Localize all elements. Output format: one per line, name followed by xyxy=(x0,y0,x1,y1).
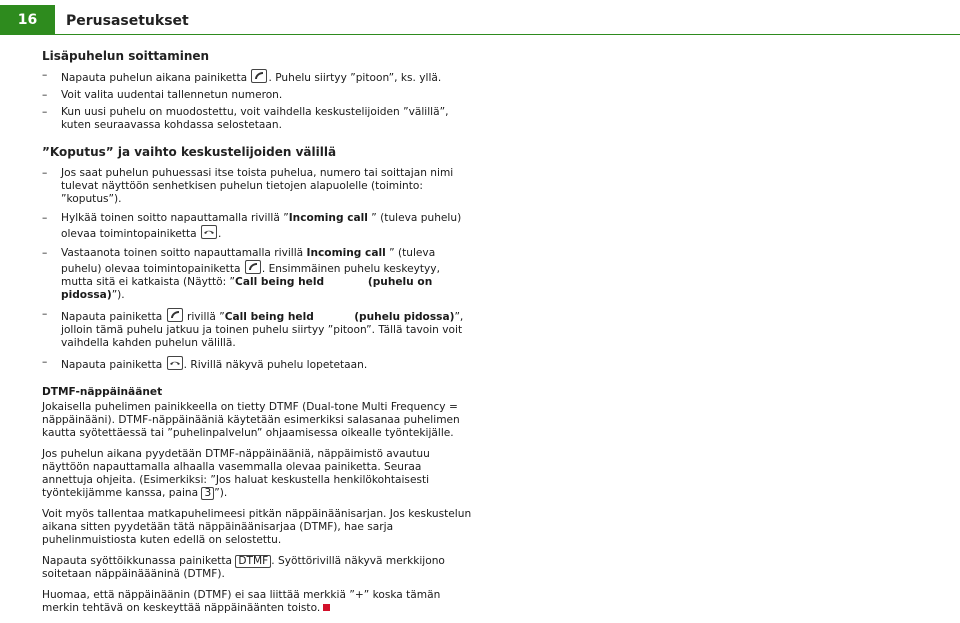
list-item: – Napauta painiketta . Rivillä näkyvä puhelu lopetetaan. xyxy=(42,356,368,371)
page-title: Perusasetukset xyxy=(66,13,189,29)
hang-up-icon xyxy=(201,225,217,239)
list-item: – Kun uusi puhelu on muodostettu, voit vaihdella keskustelijoiden ”välillä”, kuten seuraavassa kohdassa selostetaan. xyxy=(42,106,449,131)
page-number: 16 xyxy=(0,5,55,35)
list-item: – Vastaanota toinen soitto napauttamalla rivillä Incoming call ” (tuleva puhelu) olevaa toimintopainiketta . Ensimmäinen puhelu keskeytyy, mutta sitä ei katkaista (Näyttö: ”Call being held (puhelu on pidossa)”). xyxy=(42,247,440,301)
paragraph: Huomaa, että näppäinäänin (DTMF) ei saa liittää merkkiä ”+” koska tämän merkin tehtävä on keskeyttää näppäinäänten toisto. xyxy=(42,589,441,614)
section-title-additional-call: Lisäpuhelun soittaminen xyxy=(42,49,210,63)
paragraph: Voit myös tallentaa matkapuhelimeesi pitkän näppäinäänisarjan. Jos keskustelun aikana sitten pyydetään tätä näppäinäänisarjaa (DTMF), hae sarja puhelinmuistiosta kuten edellä on selostettu. xyxy=(42,508,472,546)
section-end-mark xyxy=(323,604,330,611)
phone-call-icon xyxy=(251,69,267,83)
section-title-call-waiting: ”Koputus” ja vaihto keskustelijoiden välillä xyxy=(42,145,337,159)
page-header xyxy=(0,0,960,35)
list-call-waiting xyxy=(42,167,472,372)
section-title-dtmf: DTMF-näppäinäänet xyxy=(42,386,163,398)
paragraph: Napauta syöttöikkunassa painiketta DTMF . Syöttörivillä näkyvä merkkijono soitetaan näppäinäääninä (DTMF). xyxy=(42,555,445,580)
phone-call-icon xyxy=(167,308,183,322)
list-item: – Voit valita uudentai tallennetun numeron. xyxy=(42,89,283,101)
list-item: – Jos saat puhelun puhuessasi itse toista puhelua, numero tai soittajan nimi tulevat näyttöön senhetkisen puhelun tietojen alapuolelle (toiminto: ”koputus”). xyxy=(42,167,454,205)
list-item: – Napauta puhelun aikana painiketta . Puhelu siirtyy ”pitoon”, ks. yllä. xyxy=(42,69,442,84)
phone-call-icon xyxy=(245,260,261,274)
content-column xyxy=(42,50,472,623)
hang-up-icon xyxy=(167,356,183,370)
list-item: – Napauta painiketta rivillä ”Call being held (puhelu pidossa)”, jolloin tämä puhelu jatkuu ja toinen puhelu siirtyy ”pitoon”. Tällä tavoin voit vaihdella kahden puhelun välillä. xyxy=(42,308,464,349)
dtmf-key: DTMF xyxy=(235,555,271,568)
list-additional-call xyxy=(42,69,472,132)
key-3: 3 xyxy=(201,487,214,500)
header-rule xyxy=(55,34,960,35)
list-item: – Hylkää toinen soitto napauttamalla rivillä ”Incoming call ” (tuleva puhelu) olevaa toimintopainiketta . xyxy=(42,212,462,240)
paragraph: Jos puhelun aikana pyydetään DTMF-näppäinääniä, näppäimistö avautuu näyttöön napauttamalla alhaalla vasemmalla olevaa painiketta. Seuraa annettuja ohjeita. (Esimerkiksi: ”Jos haluat keskustella henkilökohtaisesti työntekijämme kanssa, paina 3 ”). xyxy=(42,448,430,499)
paragraph: Jokaisella puhelimen painikkeella on tietty DTMF (Dual-tone Multi Frequency = näppäinääni). DTMF-näppäinääniä käytetään esimerkiksi salasanaa puhelimen kautta syötettäessä tai ”puhelinpalvelun” ohjaamisessa oikealle työntekijälle. xyxy=(42,401,460,439)
